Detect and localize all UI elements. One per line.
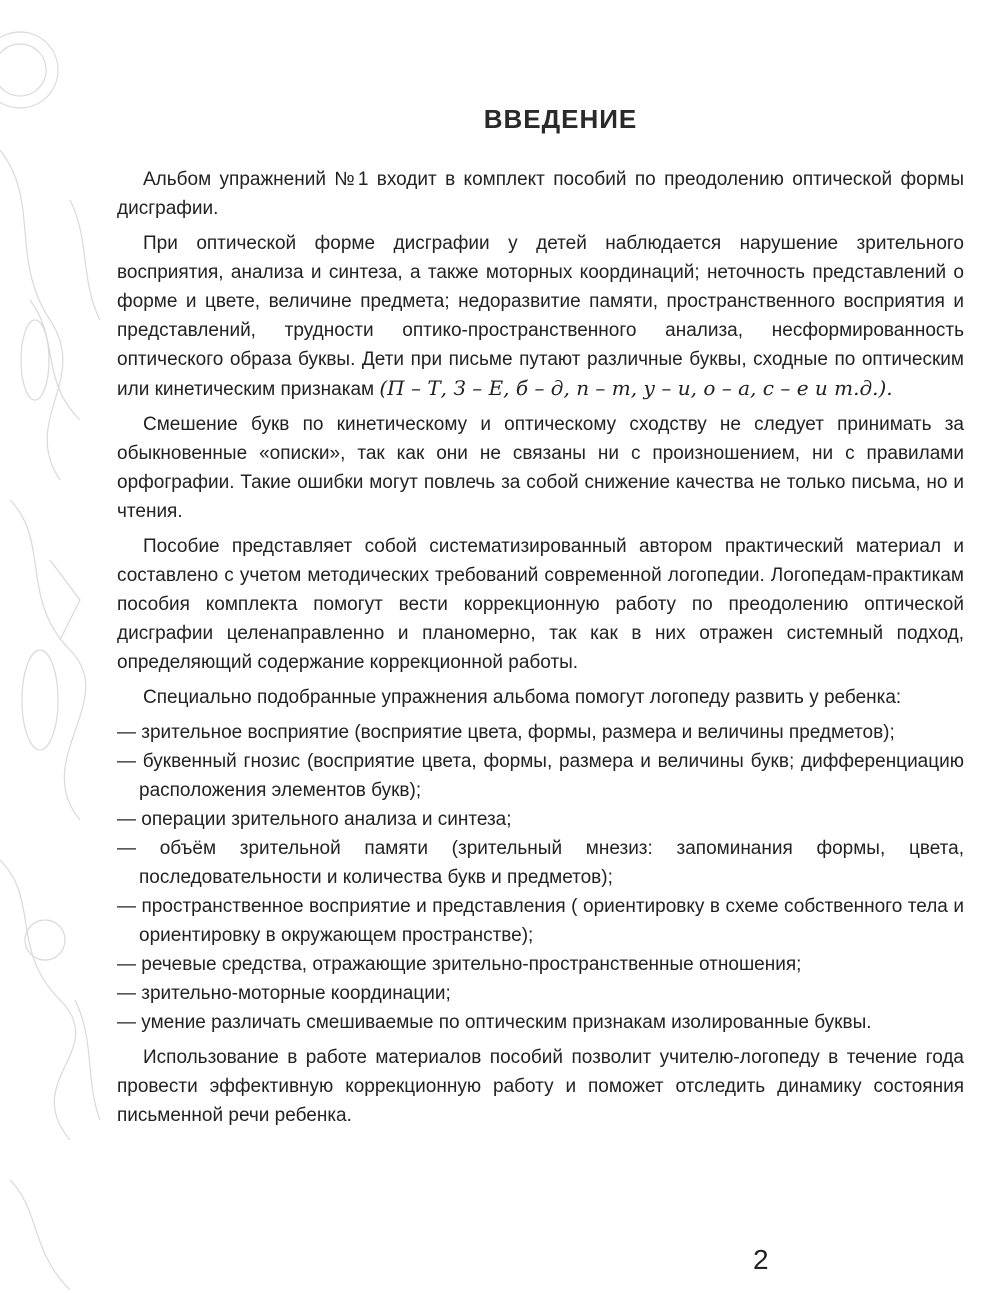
- page-number: 2: [753, 1244, 769, 1275]
- page-content: [117, 104, 964, 1136]
- list-item: — пространственное восприятие и представления ( ориентировку в схеме собственного тела и ориентировку в окружающем пространстве);: [117, 896, 964, 946]
- handwritten-letter-examples: (П – Т, З – Е, б – д, п – т, у – и, о – а, с – е и т.д.).: [379, 376, 893, 400]
- paragraph-2-text: При оптической форме дисграфии у детей наблюдается нарушение зрительного восприятия, анализа и синтеза, а также моторных координаций; неточность представлений о форме и цвете, величине предмета; недоразвитие памяти, пространственного восприятия и представлений, трудности оптико-пространственного анализа, несформированность оптического образа буквы. Дети при письме путают различные буквы, сходные по оптическим или кинетическим признакам: [117, 233, 964, 400]
- decorative-border-ornament: [0, 0, 110, 1293]
- page-title: ВВЕДЕНИЕ: [483, 104, 638, 134]
- paragraph-2: [117, 229, 964, 404]
- paragraph-4: Пособие представляет собой систематизированный автором практический материал и составлено с учетом методических требований современной логопедии. Логопедам-практикам пособия комплекта помогут вести коррекционную работу по преодолению оптической дисграфии целенаправленно и планомерно, так как в них отражен системный подход, определяющий содержание коррекционной работы.: [117, 536, 964, 673]
- skills-list: [117, 718, 964, 1037]
- list-item: — буквенный гнозис (восприятие цвета, формы, размера и величины букв; дифференциацию расположения элементов букв);: [117, 751, 964, 801]
- list-item: — объём зрительной памяти (зрительный мнезиз: запоминания формы, цвета, последовательности и количества букв и предметов);: [117, 838, 964, 888]
- list-item: — умение различать смешиваемые по оптическим признакам изолированные буквы.: [117, 1012, 872, 1033]
- paragraph-6: Использование в работе материалов пособий позволит учителю-логопеду в течение года провести эффективную коррекционную работу и поможет отследить динамику состояния письменной речи ребенка.: [117, 1047, 964, 1126]
- list-item: — зрительно-моторные координации;: [117, 983, 451, 1004]
- paragraph-3: Смешение букв по кинетическому и оптическому сходству не следует принимать за обыкновенные «описки», так как они не связаны ни с произношением, ни с правилами орфографии. Такие ошибки могут повлечь за собой снижение качества не только письма, но и чтения.: [117, 414, 964, 522]
- list-item: — зрительное восприятие (восприятие цвета, формы, размера и величины предметов);: [117, 722, 895, 743]
- list-item: — операции зрительного анализа и синтеза;: [117, 809, 512, 830]
- paragraph-5: Специально подобранные упражнения альбома помогут логопеду развить у ребенка:: [143, 687, 902, 708]
- list-item: — речевые средства, отражающие зрительно-пространственные отношения;: [117, 954, 802, 975]
- paragraph-1: Альбом упражнений №1 входит в комплект пособий по преодолению оптической формы дисграфии.: [117, 169, 964, 219]
